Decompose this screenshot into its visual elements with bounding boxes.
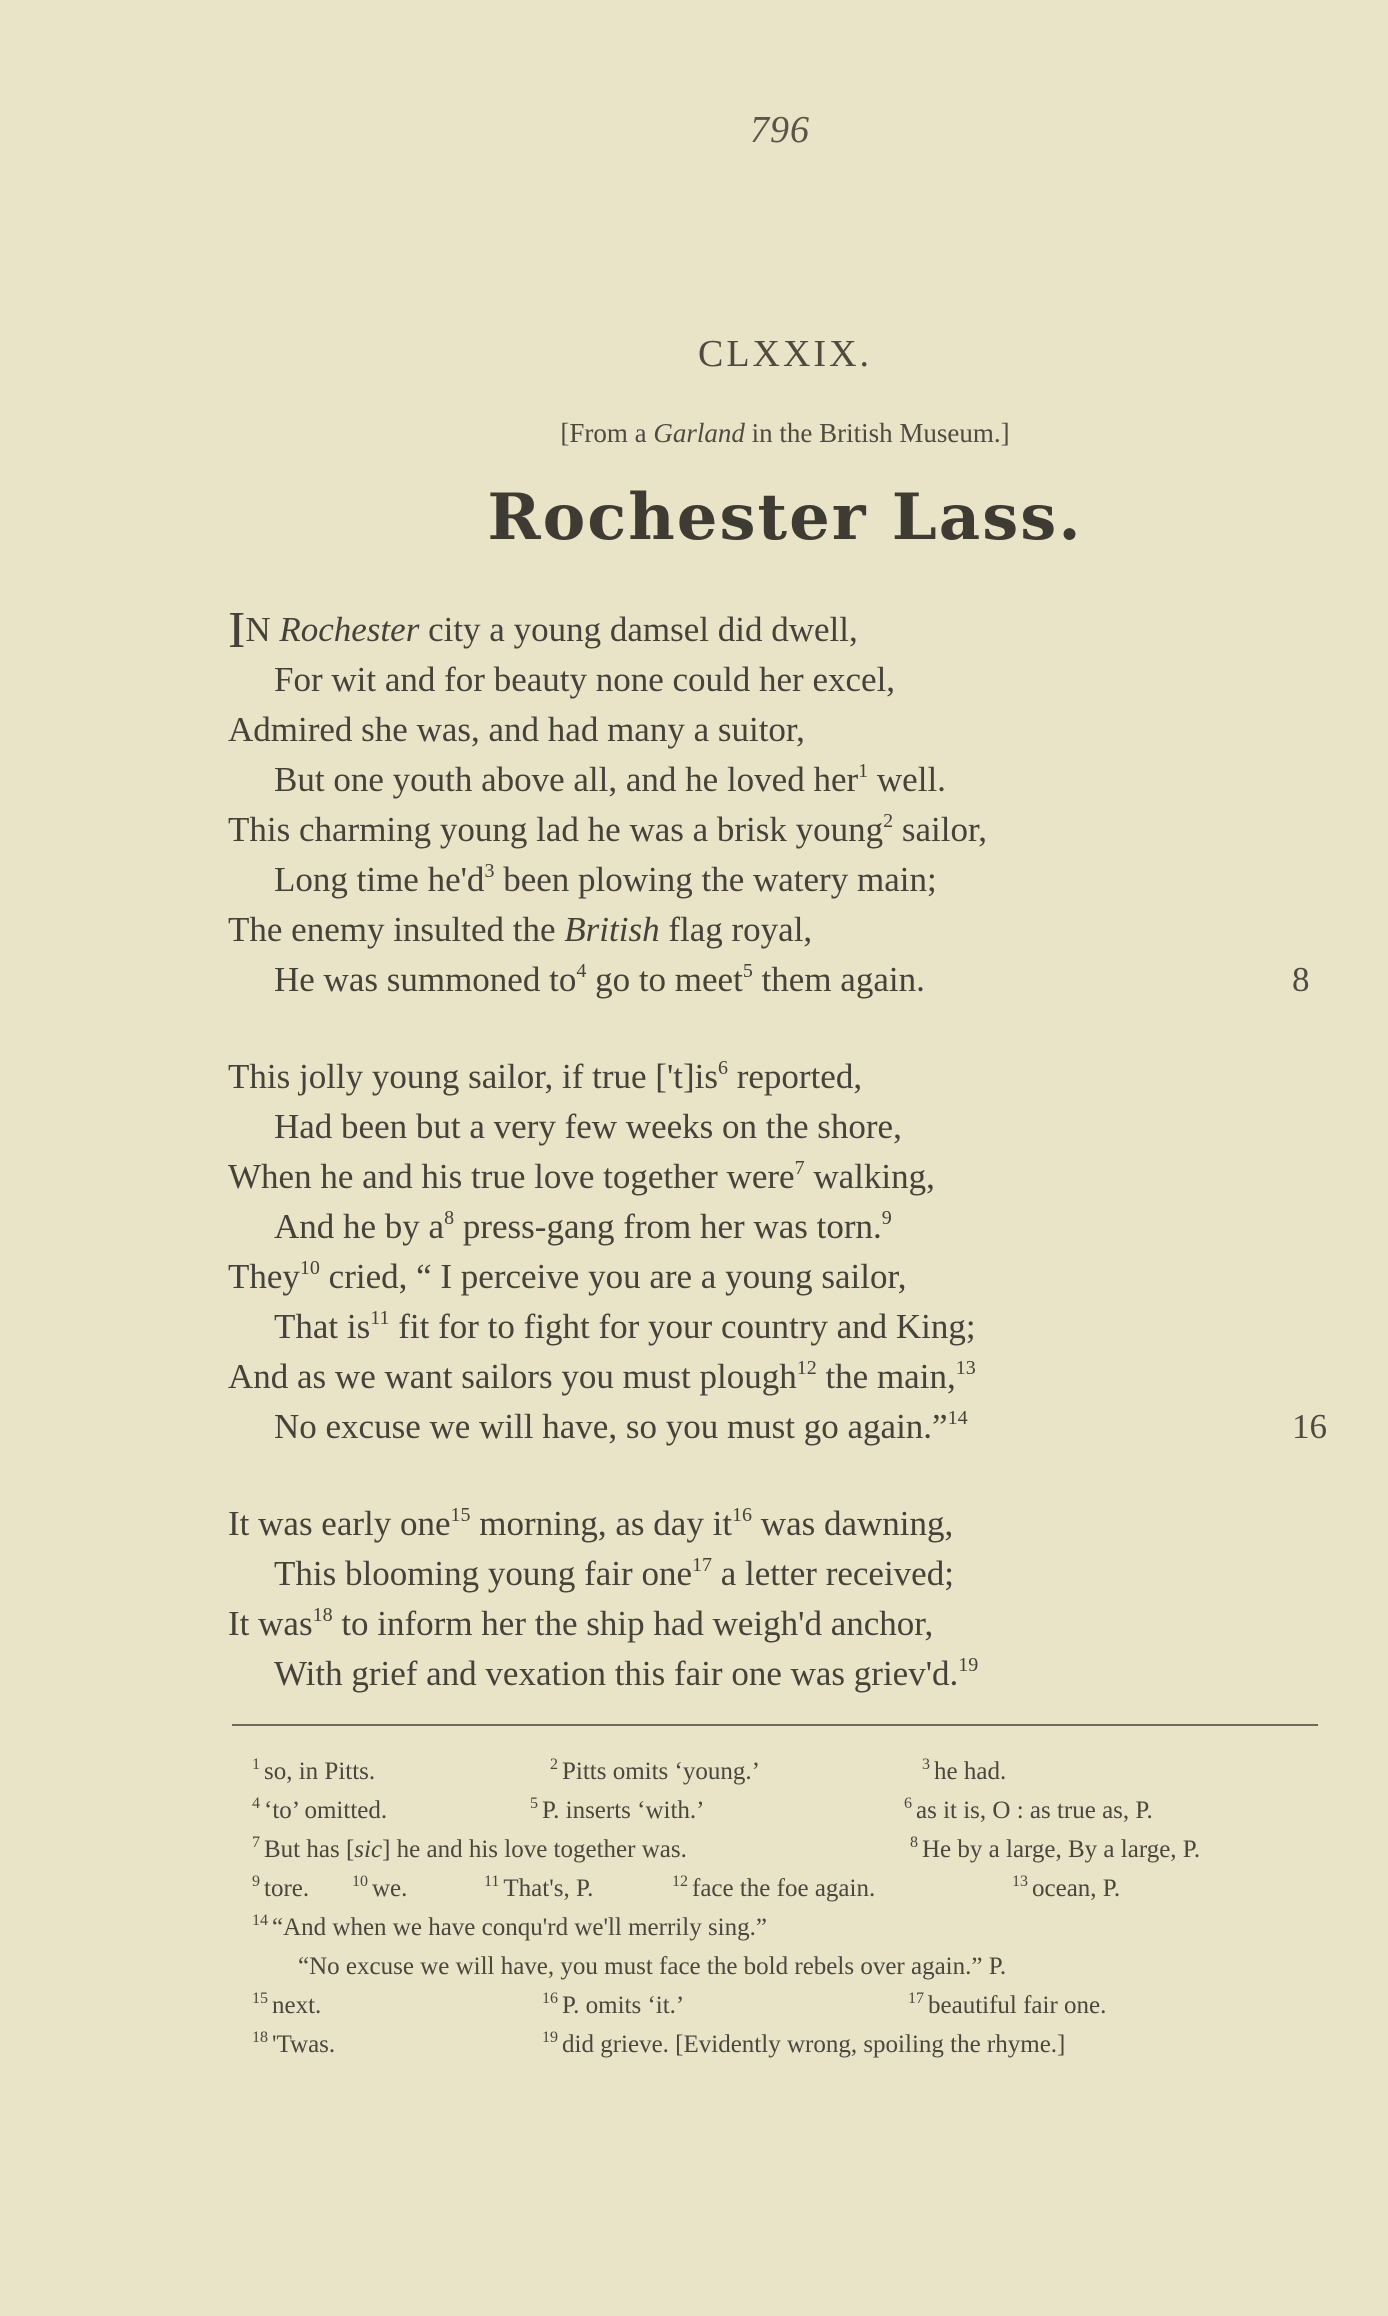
source-note: [0, 418, 1388, 449]
line-text: But one youth above all, and he loved her: [274, 760, 859, 799]
line-text: This blooming young fair one: [274, 1554, 693, 1593]
line-text: They: [228, 1257, 300, 1296]
footnote-text: face the foe again.: [692, 1875, 876, 1902]
line-italic: British: [564, 910, 660, 949]
poem-body: [228, 602, 1328, 1746]
poem-line: [228, 905, 1328, 955]
line-text: morning, as day it: [470, 1504, 733, 1543]
footnote-marker: 6: [717, 1057, 728, 1079]
footnote-text: so, in Pitts.: [264, 1758, 376, 1785]
footnote: [922, 1752, 1006, 1791]
poem-line: [228, 705, 1328, 755]
footnote: [252, 1986, 321, 2025]
poem-line: [228, 1152, 1328, 1202]
footnote-row: [252, 1791, 1332, 1830]
footnote: [252, 1830, 687, 1869]
footnote-row: [252, 2025, 1332, 2064]
line-text: to inform her the ship had weigh'd anchor,: [332, 1604, 934, 1643]
footnote-marker: 16: [732, 1504, 753, 1526]
footnote-marker: 4: [576, 960, 587, 982]
footnote-number: 10: [352, 1873, 368, 1890]
line-text: Long time he'd: [274, 860, 485, 899]
footnote: [672, 1869, 875, 1908]
footnote-marker: 18: [312, 1604, 333, 1626]
footnote: [252, 2025, 335, 2064]
footnote-marker: 1: [858, 760, 869, 782]
footnote-number: 6: [904, 1795, 912, 1812]
footnote-marker: 15: [450, 1504, 471, 1526]
source-after: in the British Museum.]: [744, 418, 1010, 448]
footnote-number: 9: [252, 1873, 260, 1890]
footnote-number: 2: [550, 1756, 558, 1773]
footnote: [530, 1791, 705, 1830]
poem-line: [228, 1202, 1328, 1252]
footnote-marker: 7: [794, 1157, 805, 1179]
line-text: Had been but a very few weeks on the shore,: [274, 1107, 902, 1146]
line-text: That is: [274, 1307, 371, 1346]
footnote-text: ] he and his love together was.: [382, 1836, 687, 1863]
poem-line: [228, 1649, 1328, 1699]
line-italic: Rochester: [279, 610, 420, 649]
line-text: city a young damsel did dwell,: [419, 610, 858, 649]
footnote-text: He by a large, By a large, P.: [922, 1836, 1201, 1863]
poem-line: [228, 602, 1328, 659]
footnote-row: [252, 1947, 1332, 1986]
footnote-text: P. inserts ‘with.’: [542, 1797, 705, 1824]
footnote-number: 16: [542, 1990, 558, 2007]
footnote-number: 15: [252, 1990, 268, 2007]
line-number: 8: [1292, 960, 1310, 999]
footnote-marker: 17: [692, 1554, 713, 1576]
line-text: fit for to fight for your country and King;: [389, 1307, 976, 1346]
section-numeral: CLXXIX.: [697, 333, 873, 375]
footnote-text: he had.: [934, 1758, 1007, 1785]
footnote: [910, 1830, 1200, 1869]
footnote-marker: 9: [881, 1207, 892, 1229]
line-text: When he and his true love together were: [228, 1157, 795, 1196]
poem-line: [228, 1402, 1328, 1452]
poem-line: [228, 1252, 1328, 1302]
line-number: 16: [1292, 1407, 1327, 1446]
footnote-row: [252, 1986, 1332, 2025]
footnote-marker: 11: [370, 1307, 390, 1329]
footnote-number: 17: [908, 1990, 924, 2007]
footnote-marker: 19: [958, 1654, 979, 1676]
source-before: [From a: [560, 418, 654, 448]
footnote-text: as it is, O : as true as, P.: [916, 1797, 1153, 1824]
footnote-divider: [232, 1724, 1318, 1726]
footnote: [252, 1908, 767, 1947]
poem-line: [228, 855, 1328, 905]
footnote: [252, 1869, 309, 1908]
footnote-number: 3: [922, 1756, 930, 1773]
footnote-number: 18: [252, 2029, 268, 2046]
footnote-text: P. omits ‘it.’: [562, 1992, 685, 2019]
line-text: He was summoned to: [274, 960, 577, 999]
line-text: sailor,: [893, 810, 988, 849]
line-text: And he by a: [274, 1207, 445, 1246]
page-number: 796: [750, 109, 810, 151]
line-text: Admired she was, and had many a suitor,: [228, 710, 805, 749]
footnote-text: we.: [372, 1875, 408, 1902]
line-text: The enemy insulted the: [228, 910, 565, 949]
footnote-text: “And when we have conqu'rd we'll merrily sing.”: [272, 1914, 767, 1941]
line-text: cried, “ I perceive you are a young sailor,: [319, 1257, 907, 1296]
line-text: And as we want sailors you must plough: [228, 1357, 797, 1396]
line-text: N: [245, 610, 280, 649]
footnote-marker: 10: [299, 1257, 320, 1279]
poem-line: [228, 1549, 1328, 1599]
line-text: This jolly young sailor, if true ['t]is: [228, 1057, 718, 1096]
footnote: [484, 1869, 593, 1908]
footnote: [550, 1752, 760, 1791]
footnote-italic: sic: [354, 1836, 383, 1863]
poem-line: [228, 755, 1328, 805]
footnote-text: But has [: [264, 1836, 355, 1863]
footnote-number: 14: [252, 1912, 268, 1929]
line-text: been plowing the watery main;: [494, 860, 937, 899]
footnote-number: 7: [252, 1834, 260, 1851]
poem-line: [228, 655, 1328, 705]
footnotes: [252, 1752, 1332, 2064]
footnote-text: next.: [272, 1992, 322, 2019]
line-text: reported,: [727, 1057, 863, 1096]
line-text: well.: [868, 760, 946, 799]
poem-line: [228, 1302, 1328, 1352]
poem-line: [228, 805, 1328, 855]
footnote: [352, 1869, 407, 1908]
line-text: flag royal,: [659, 910, 813, 949]
footnote-text: 'Twas.: [272, 2031, 336, 2058]
footnote-number: 1: [252, 1756, 260, 1773]
footnote-row: [252, 1752, 1332, 1791]
footnote-continuation: “No excuse we will have, you must face the bold rebels over again.” P.: [298, 1953, 1007, 1980]
stanza: [228, 602, 1328, 1005]
footnote-marker: 2: [883, 810, 894, 832]
footnote-text: beautiful fair one.: [928, 1992, 1107, 2019]
footnote-text: ocean, P.: [1032, 1875, 1121, 1902]
footnote: [1012, 1869, 1120, 1908]
footnote-marker: 8: [444, 1207, 455, 1229]
stanza: [228, 1052, 1328, 1452]
footnote-text: Pitts omits ‘young.’: [562, 1758, 760, 1785]
line-text: a letter received;: [712, 1554, 954, 1593]
footnote-number: 8: [910, 1834, 918, 1851]
footnote-number: 5: [530, 1795, 538, 1812]
footnote-number: 12: [672, 1873, 688, 1890]
footnote: [542, 1986, 684, 2025]
line-text: was dawning,: [752, 1504, 954, 1543]
footnote: [542, 2025, 1065, 2064]
footnote-marker: 3: [484, 860, 495, 882]
footnote-text: ‘to’ omitted.: [264, 1797, 388, 1824]
footnote-text: tore.: [264, 1875, 310, 1902]
footnote: [252, 1791, 387, 1830]
line-text: It was early one: [228, 1504, 451, 1543]
poem-title: Rochester Lass.: [487, 480, 1083, 555]
footnote-number: 13: [1012, 1873, 1028, 1890]
poem-line: [228, 1499, 1328, 1549]
footnote-marker: 14: [947, 1407, 968, 1429]
footnote-row: [252, 1830, 1332, 1869]
footnote-text: did grieve. [Evidently wrong, spoiling the rhyme.]: [562, 2031, 1066, 2058]
footnote: [252, 1752, 375, 1791]
line-text: This charming young lad he was a brisk young: [228, 810, 884, 849]
line-text: With grief and vexation this fair one was griev'd.: [274, 1654, 959, 1693]
poem-line: [228, 1102, 1328, 1152]
footnote-marker: 5: [742, 960, 753, 982]
line-text: No excuse we will have, so you must go again.”: [274, 1407, 948, 1446]
footnote-marker: 12: [796, 1357, 817, 1379]
line-text: the main,: [816, 1357, 956, 1396]
footnote-number: 4: [252, 1795, 260, 1812]
line-text: go to meet: [586, 960, 743, 999]
poem-line: [228, 1599, 1328, 1649]
line-text: It was: [228, 1604, 313, 1643]
footnote-row: [252, 1869, 1332, 1908]
footnote-number: 11: [484, 1873, 500, 1890]
footnote-number: 19: [542, 2029, 558, 2046]
stanza: [228, 1499, 1328, 1699]
footnote-marker: 13: [955, 1357, 976, 1379]
line-text: press-gang from her was torn.: [454, 1207, 882, 1246]
poem-line: [228, 1352, 1328, 1402]
footnote: [908, 1986, 1106, 2025]
drop-cap: I: [228, 602, 246, 659]
footnote: [904, 1791, 1153, 1830]
footnote-row: [252, 1908, 1332, 1947]
line-text: For wit and for beauty none could her excel,: [274, 660, 896, 699]
poem-line: [228, 1052, 1328, 1102]
line-text: them again.: [752, 960, 925, 999]
line-text: walking,: [804, 1157, 935, 1196]
footnote-text: That's, P.: [503, 1875, 594, 1902]
poem-line: [228, 955, 1328, 1005]
source-italic: Garland: [653, 418, 745, 448]
